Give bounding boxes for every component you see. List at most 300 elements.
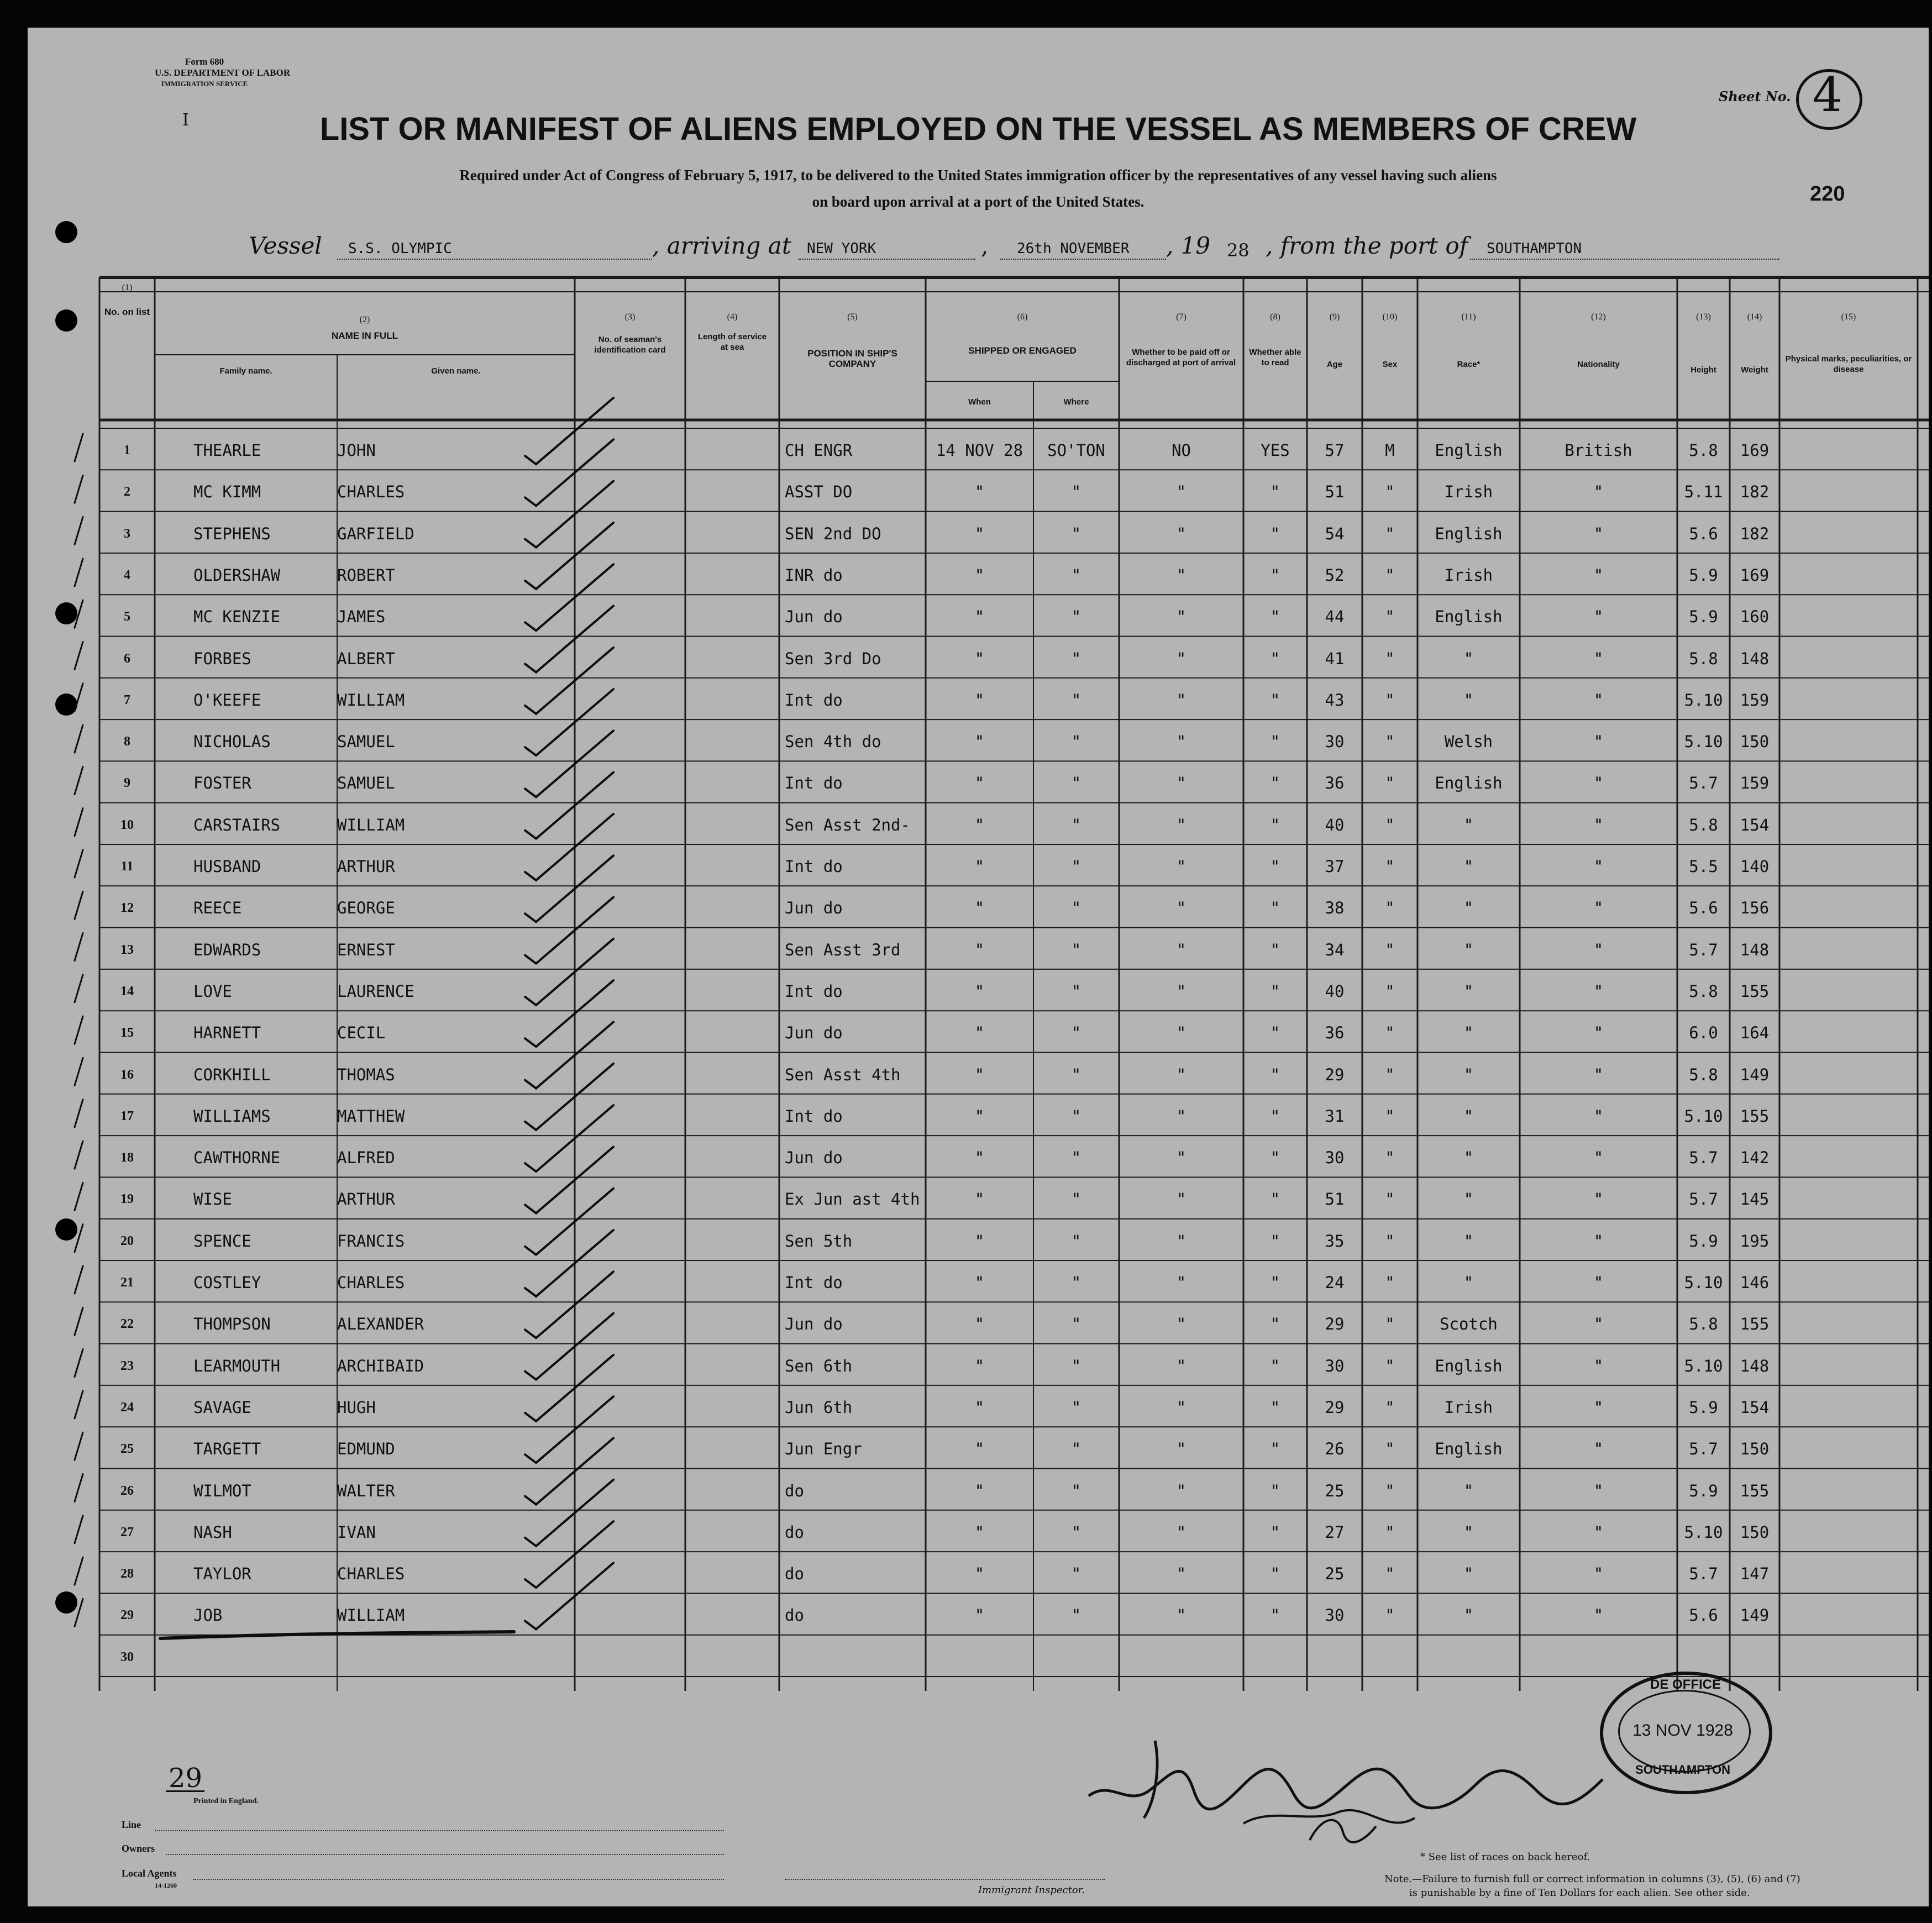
column-header-sex: Sex: [1382, 360, 1398, 369]
column-number: (4): [727, 312, 738, 322]
cell-when: ": [974, 1190, 985, 1209]
cell-given: WALTER: [337, 1481, 395, 1500]
column-number: (10): [1382, 312, 1398, 322]
cell-read: ": [1270, 649, 1280, 668]
cell-when: ": [974, 940, 985, 959]
cell-age: 52: [1325, 565, 1345, 585]
cell-given: CECIL: [337, 1023, 386, 1043]
cell-family: NICHOLAS: [193, 732, 271, 752]
cell-read: ": [1270, 857, 1280, 876]
cell-weight: 164: [1740, 1023, 1770, 1043]
cell-family: REECE: [193, 899, 242, 918]
cell-age: 30: [1325, 1606, 1345, 1625]
cell-height: 5.10: [1684, 690, 1723, 710]
cell-weight: 148: [1740, 1356, 1770, 1375]
cell-position: Sen 6th: [785, 1356, 853, 1375]
cell-no: 9: [124, 776, 130, 791]
cell-race: ": [1463, 1564, 1474, 1584]
cell-when: ": [974, 565, 985, 585]
cell-when: ": [974, 1231, 985, 1251]
cell-when: ": [974, 1273, 985, 1292]
cell-height: 5.8: [1689, 1065, 1718, 1084]
cell-read: ": [1270, 1148, 1280, 1168]
cell-when: ": [974, 1315, 985, 1334]
stamp-date: 13 NOV 1928: [1632, 1721, 1733, 1740]
cell-family: EDWARDS: [193, 940, 261, 959]
cell-race: Irish: [1444, 482, 1493, 502]
cell-position: do: [785, 1522, 804, 1542]
cell-family: CORKHILL: [193, 1065, 271, 1084]
cell-no: 27: [120, 1525, 134, 1540]
vessel-name: S.S. OLYMPIC: [348, 240, 452, 257]
cell-nat: ": [1593, 899, 1604, 918]
cell-no: 28: [120, 1567, 134, 1582]
cell-paid: ": [1176, 1023, 1186, 1043]
cell-read: ": [1270, 1315, 1280, 1334]
cell-sex: ": [1385, 899, 1395, 918]
cell-nat: ": [1593, 815, 1604, 834]
cell-where: ": [1071, 1190, 1082, 1209]
cell-position: Jun do: [785, 607, 843, 627]
cell-family: TAYLOR: [193, 1564, 251, 1584]
cell-nat: ": [1593, 857, 1604, 876]
service-name: IMMIGRATION SERVICE: [161, 80, 248, 88]
column-header-where: Where: [1063, 397, 1089, 407]
cell-race: ": [1463, 1065, 1474, 1084]
cell-where: SO'TON: [1047, 441, 1105, 460]
cell-paid: ": [1176, 1148, 1186, 1168]
cell-age: 34: [1325, 940, 1345, 959]
cell-nat: ": [1593, 940, 1604, 959]
cell-race: ": [1463, 899, 1474, 918]
cell-when: ": [974, 482, 985, 502]
cell-position: Sen 3rd Do: [785, 649, 881, 668]
cell-position: do: [785, 1564, 804, 1584]
cell-sex: ": [1385, 690, 1395, 710]
cell-position: do: [785, 1481, 804, 1500]
cell-sex: ": [1385, 1315, 1395, 1334]
cell-where: ": [1071, 1564, 1082, 1584]
cell-when: ": [974, 732, 985, 752]
cell-weight: 150: [1740, 1522, 1770, 1542]
cell-height: 5.7: [1689, 1439, 1718, 1459]
cell-age: 30: [1325, 1148, 1345, 1168]
cell-age: 25: [1325, 1564, 1345, 1584]
cell-sex: ": [1385, 732, 1395, 752]
cell-nat: ": [1593, 1190, 1604, 1209]
cell-given: WILLIAM: [337, 1606, 405, 1625]
cell-where: ": [1071, 1231, 1082, 1251]
cell-when: ": [974, 1356, 985, 1375]
cell-sex: ": [1385, 1106, 1395, 1126]
cell-family: WISE: [193, 1190, 232, 1209]
cell-read: ": [1270, 1273, 1280, 1292]
cell-height: 5.6: [1689, 524, 1718, 543]
column-header-paid-off: Whether to be paid off or discharged at port of arrival: [1126, 348, 1236, 367]
cell-family: WILMOT: [193, 1481, 251, 1500]
cell-no: 22: [120, 1317, 134, 1332]
cell-given: JOHN: [337, 441, 376, 460]
cell-no: 11: [120, 859, 134, 874]
cell-no: 21: [120, 1275, 134, 1290]
cell-when: ": [974, 1564, 985, 1584]
page-title: LIST OR MANIFEST OF ALIENS EMPLOYED ON THE VESSEL AS MEMBERS OF CREW: [319, 111, 1637, 147]
sheet-label: Sheet No.: [1719, 88, 1791, 104]
cell-nat: ": [1593, 1522, 1604, 1542]
cell-paid: ": [1176, 857, 1186, 876]
cell-family: MC KENZIE: [193, 607, 281, 627]
cell-read: ": [1270, 1564, 1280, 1584]
cell-paid: ": [1176, 1439, 1186, 1459]
cell-height: 5.9: [1689, 1231, 1718, 1251]
cell-age: 24: [1325, 1273, 1345, 1292]
cell-given: IVAN: [337, 1522, 376, 1542]
cell-height: 5.7: [1689, 774, 1718, 793]
cell-given: SAMUEL: [337, 774, 395, 793]
cell-sex: ": [1385, 524, 1395, 543]
arriving-label: , arriving at: [652, 232, 791, 259]
form-number: Form 680: [185, 56, 224, 67]
cell-read: ": [1270, 1522, 1280, 1542]
cell-where: ": [1071, 649, 1082, 668]
cell-height: 5.7: [1689, 940, 1718, 959]
printed-in-label: Printed in England.: [193, 1797, 259, 1805]
cell-no: 25: [120, 1442, 134, 1457]
cell-nat: ": [1593, 1273, 1604, 1292]
cell-height: 5.8: [1689, 815, 1718, 834]
cell-sex: ": [1385, 981, 1395, 1001]
cell-given: GEORGE: [337, 899, 395, 918]
cell-given: WILLIAM: [337, 690, 405, 710]
column-number: (7): [1176, 312, 1186, 322]
cell-position: Int do: [785, 690, 843, 710]
cell-given: THOMAS: [337, 1065, 395, 1084]
cell-age: 38: [1325, 899, 1345, 918]
cell-when: ": [974, 981, 985, 1001]
cell-when: ": [974, 1397, 985, 1417]
cell-age: 37: [1325, 857, 1345, 876]
cell-given: ALBERT: [337, 649, 395, 668]
cell-where: ": [1071, 1397, 1082, 1417]
subtitle-line-1: Required under Act of Congress of February 5, 1917, to be delivered to the United States immigration officer by the representatives of any vessel having such aliens: [459, 167, 1497, 183]
cell-nat: ": [1593, 1023, 1604, 1043]
cell-nat: ": [1593, 1481, 1604, 1500]
cell-weight: 154: [1740, 1397, 1770, 1417]
cell-paid: ": [1176, 482, 1186, 502]
stamp-top-text: DE OFFICE: [1650, 1677, 1721, 1692]
cell-where: ": [1071, 1606, 1082, 1625]
cell-no: 6: [124, 651, 130, 666]
cell-no: 2: [124, 485, 130, 500]
cell-race: ": [1463, 815, 1474, 834]
cell-read: ": [1270, 981, 1280, 1001]
cell-age: 40: [1325, 981, 1345, 1001]
cell-where: ": [1071, 1148, 1082, 1168]
local-agents-label: Local Agents: [122, 1868, 177, 1879]
cell-family: COSTLEY: [193, 1273, 261, 1292]
column-number: (8): [1270, 312, 1280, 322]
cell-sex: ": [1385, 649, 1395, 668]
manifest-sheet: Form 680 U.S. DEPARTMENT OF LABOR IMMIGRATION SERVICE I Sheet No. 4 220 LIST OR MANIFEST OF ALIENS EMPLOYED ON THE VESSEL AS MEMBERS OF CREW Required under Act of Congress of February 5, 1917, to be delivered to the United States immigration officer by the representatives of any vessel having such aliens on board upon arrival at a port of the United States. Vessel S.S. OLYMPIC , arriving at NEW YORK , 26th NOVEMBER , 19 28 , from the port of SOUTHAMPTON (1) No. on list (2) NAME IN FULL Family name. Given name. (3) No. of seaman's identification card (4) Length of service at sea (5) POSITION IN SHIP'S COMPANY (6) SHIPPED OR ENGAGED When Where (7) Whether to be paid off or discharged at port of arrival (8) Whether able to read (9) Age (10) Sex (11) Race* (12) Nationality (13) Height (14) Weight (15) Physical marks, peculiarities, or disease 1 THEARLE JOHN CH ENGR 14 NOV 28 SO'TON NO YES 57 M English British 5.8 169 2 MC KIMM CHARLES ASST DO " " " " 51 " Irish " 5.11 182 3 STEPHENS GARFIELD SEN 2nd DO " " " " 54 " English " 5.6 182 4 OLDERSHAW ROBERT INR do " " " " 52 " Irish " 5.9 169 5 MC KENZIE JAMES Jun do " " " " 44 " English " 5.9 160 6 FORBES ALBERT Sen 3rd Do " " " " 41 " " " 5.8 148 7 O'KEEFE WILLIAM Int do " " " " 43 " " " 5.10 159 8 NICHOLAS SAMUEL Sen 4th do " " " " 30 " Welsh " 5.10 150 9 FOSTER SAMUEL Int do " " " " 36 " English " 5.7 159 10 CARSTAIRS WILLIAM Sen Asst 2nd- " " " " 40 " " " 5.8 154 11 HUSBAND ARTHUR Int do " " " " 37 " " " 5.5 140 12 REECE GEORGE Jun do " " " " 38 " " " 5.6 156 13 EDWARDS ERNEST Sen Asst 3rd " " " " 34 " " " 5.7 148 14 LOVE LAURENCE Int do " " " " 40 " " " 5.8 155 15 HARNETT CECIL Jun do " " " " 36 " " " 6.0 164 16 CORKHILL THOMAS Sen Asst 4th " " " " 29 " " " 5.8 149 17 WILLIAMS MATTHEW Int do " " " " 31 " " " 5.10 155 18 CAWTHORNE ALFRED Jun do " " " " 30 " " " 5.7 142 19 WISE ARTHUR Ex Jun ast 4th " " " " 51 " " " 5.7 145 20 SPENCE FRANCIS Sen 5th " " " " 35 " " " 5.9 195 21 COSTLEY CHARLES Int do " " " " 24 " " " 5.10 146 22 THOMPSON ALEXANDER Jun do " " " " 29 " Scotch " 5.8 155 23 LEARMOUTH ARCHIBAID Sen 6th " " " " 30 " English " 5.10 148 24 SAVAGE HUGH Jun 6th " " " " 29 " Irish " 5.9 154 25 TARGETT EDMUND Jun Engr " " " " 26 " English " 5.7 150 26 WILMOT WALTER do " " " " 25 " " " 5.9 155 27 NASH IVAN do " " " " 27 " " " 5.10 150 28 TAYLOR CHARLES do " " " " 25 " " " 5.7 147 29 JOB WILLIAM do " " " " 30 " " " 5.6 149 30 29 Printed in England. Line Owners Local Agents 14-1260 Immigrant Inspector. * See list of races on back hereof. Note.—Failure to furnish full or correct information in columns (3), (5), (6) and (7) is punishable by a fine of Ten Dollars for each alien. See other side. DE OFFICE 13 NOV 1928 SOUTHAMPTON: [28, 28, 1929, 1906]
cell-given: CHARLES: [337, 1564, 405, 1584]
cell-when: ": [974, 1606, 985, 1625]
cell-sex: ": [1385, 1397, 1395, 1417]
cell-no: 12: [120, 901, 134, 916]
cell-where: ": [1071, 1356, 1082, 1375]
cell-sex: ": [1385, 1481, 1395, 1500]
cell-race: English: [1435, 524, 1503, 543]
cell-height: 5.8: [1689, 1315, 1718, 1334]
cell-paid: ": [1176, 1564, 1186, 1584]
column-header-name: NAME IN FULL: [332, 330, 398, 341]
cell-read: ": [1270, 815, 1280, 834]
subtitle-line-2: on board upon arrival at a port of the United States.: [812, 193, 1144, 210]
cell-family: SAVAGE: [193, 1397, 251, 1417]
cell-height: 5.8: [1689, 649, 1718, 668]
cell-where: ": [1071, 1065, 1082, 1084]
cell-sex: ": [1385, 1273, 1395, 1292]
cell-weight: 159: [1740, 774, 1770, 793]
cell-weight: 149: [1740, 1065, 1770, 1084]
cell-no: 29: [120, 1608, 134, 1623]
cell-given: ALFRED: [337, 1148, 395, 1168]
cell-nat: ": [1593, 981, 1604, 1001]
cell-weight: 146: [1740, 1273, 1770, 1292]
cell-race: Scotch: [1440, 1315, 1498, 1334]
cell-paid: ": [1176, 899, 1186, 918]
cell-no: 18: [120, 1150, 134, 1165]
column-header-weight: Weight: [1741, 365, 1768, 375]
cell-family: HARNETT: [193, 1023, 261, 1043]
cell-position: Sen 4th do: [785, 732, 881, 752]
cell-where: ": [1071, 524, 1082, 543]
cell-race: ": [1463, 1106, 1474, 1126]
cell-age: 29: [1325, 1065, 1345, 1084]
cell-paid: ": [1176, 1231, 1186, 1251]
cell-weight: 145: [1740, 1190, 1770, 1209]
cell-weight: 147: [1740, 1564, 1770, 1584]
cell-paid: ": [1176, 1065, 1186, 1084]
cell-no: 15: [120, 1026, 134, 1041]
cell-given: ROBERT: [337, 565, 395, 585]
cell-when: ": [974, 649, 985, 668]
cell-race: English: [1435, 607, 1503, 627]
cell-given: ALEXANDER: [337, 1315, 424, 1334]
cell-when: ": [974, 1439, 985, 1459]
cell-given: HUGH: [337, 1397, 376, 1417]
cell-position: Ex Jun ast 4th: [785, 1190, 920, 1209]
cell-nat: ": [1593, 690, 1604, 710]
cell-position: Int do: [785, 774, 843, 793]
cell-height: 5.10: [1684, 1522, 1723, 1542]
cell-no: 13: [120, 942, 134, 957]
cell-family: STEPHENS: [193, 524, 271, 543]
column-header-height: Height: [1691, 365, 1716, 375]
cell-paid: ": [1176, 732, 1186, 752]
cell-sex: ": [1385, 1356, 1395, 1375]
cell-given: JAMES: [337, 607, 386, 627]
cell-when: ": [974, 1023, 985, 1043]
cell-sex: ": [1385, 1606, 1395, 1625]
stamp-bottom-text: SOUTHAMPTON: [1635, 1763, 1730, 1777]
column-number: (14): [1747, 312, 1762, 322]
cell-where: ": [1071, 1023, 1082, 1043]
cell-height: 5.9: [1689, 1397, 1718, 1417]
cell-read: ": [1270, 1481, 1280, 1500]
cell-age: 26: [1325, 1439, 1345, 1459]
cell-read: ": [1270, 1397, 1280, 1417]
cell-no: 24: [120, 1400, 134, 1415]
cell-weight: 195: [1740, 1231, 1770, 1251]
cell-sex: ": [1385, 482, 1395, 502]
cell-paid: ": [1176, 1356, 1186, 1375]
cell-read: ": [1270, 1439, 1280, 1459]
cell-height: 5.8: [1689, 441, 1718, 460]
cell-sex: ": [1385, 1065, 1395, 1084]
cell-nat: ": [1593, 732, 1604, 752]
cell-no: 23: [120, 1358, 134, 1373]
cell-age: 36: [1325, 1023, 1345, 1043]
cell-nat: ": [1593, 524, 1604, 543]
cell-read: ": [1270, 1190, 1280, 1209]
cell-sex: ": [1385, 815, 1395, 834]
race-footnote: * See list of races on back hereof.: [1420, 1851, 1590, 1863]
cell-height: 5.9: [1689, 607, 1718, 627]
cell-position: Int do: [785, 1106, 843, 1126]
column-number: (6): [1017, 312, 1028, 322]
cell-family: TARGETT: [193, 1439, 261, 1459]
year-prefix: , 19: [1166, 232, 1211, 259]
cell-paid: ": [1176, 815, 1186, 834]
cell-no: 3: [124, 526, 130, 541]
cell-given: ERNEST: [337, 940, 395, 959]
cell-given: CHARLES: [337, 482, 405, 502]
column-header-service: Length of service at sea: [697, 332, 767, 352]
cell-weight: 142: [1740, 1148, 1770, 1168]
cell-when: ": [974, 1106, 985, 1126]
cell-race: Irish: [1444, 565, 1493, 585]
column-number: (13): [1696, 312, 1711, 322]
cell-weight: 156: [1740, 899, 1770, 918]
cell-race: ": [1463, 1023, 1474, 1043]
cell-position: Jun do: [785, 899, 843, 918]
cell-given: MATTHEW: [337, 1106, 405, 1126]
cell-read: ": [1270, 524, 1280, 543]
cell-given: GARFIELD: [337, 524, 414, 543]
cell-no: 20: [120, 1233, 134, 1248]
cell-position: Sen Asst 4th: [785, 1065, 901, 1084]
cell-when: ": [974, 857, 985, 876]
cell-age: 57: [1325, 441, 1345, 460]
column-number: (5): [847, 312, 858, 322]
cell-nat: ": [1593, 1356, 1604, 1375]
cell-weight: 169: [1740, 441, 1770, 460]
cell-race: English: [1435, 774, 1503, 793]
cell-age: 29: [1325, 1315, 1345, 1334]
cell-nat: ": [1593, 1315, 1604, 1334]
cell-nat: ": [1593, 1397, 1604, 1417]
cell-height: 5.7: [1689, 1190, 1718, 1209]
cell-where: ": [1071, 1273, 1082, 1292]
cell-read: YES: [1261, 441, 1290, 460]
cell-nat: ": [1593, 1606, 1604, 1625]
cell-position: Jun 6th: [785, 1397, 853, 1417]
cell-nat: ": [1593, 1065, 1604, 1084]
column-header-no: No. on list: [104, 307, 150, 317]
cell-nat: British: [1565, 441, 1632, 460]
cell-position: Jun Engr: [785, 1439, 862, 1459]
cell-where: ": [1071, 1481, 1082, 1500]
cell-height: 5.6: [1689, 1606, 1718, 1625]
cell-sex: ": [1385, 940, 1395, 959]
cell-family: THEARLE: [193, 441, 261, 460]
column-number: (15): [1841, 312, 1856, 322]
cell-where: ": [1071, 899, 1082, 918]
column-header-when: When: [968, 397, 991, 407]
cell-where: ": [1071, 940, 1082, 959]
cell-no: 4: [124, 568, 130, 582]
margin-mark: I: [182, 111, 189, 130]
cell-height: 5.9: [1689, 1481, 1718, 1500]
note-line-2: is punishable by a fine of Ten Dollars for each alien. See other side.: [1409, 1887, 1750, 1899]
cell-where: ": [1071, 1439, 1082, 1459]
cell-height: 5.10: [1684, 1356, 1723, 1375]
column-header-physical-marks: Physical marks, peculiarities, or disease: [1785, 354, 1912, 374]
cell-paid: ": [1176, 690, 1186, 710]
cell-when: ": [974, 1522, 985, 1542]
cell-paid: ": [1176, 940, 1186, 959]
owners-label: Owners: [122, 1843, 155, 1854]
cell-given: ARTHUR: [337, 857, 395, 876]
cell-paid: ": [1176, 981, 1186, 1001]
cell-race: English: [1435, 1356, 1503, 1375]
cell-age: 51: [1325, 1190, 1345, 1209]
cell-age: 43: [1325, 690, 1345, 710]
cell-read: ": [1270, 940, 1280, 959]
cell-position: Int do: [785, 857, 843, 876]
cell-nat: ": [1593, 565, 1604, 585]
cell-read: ": [1270, 732, 1280, 752]
cell-when: ": [974, 690, 985, 710]
cell-read: ": [1270, 899, 1280, 918]
cell-paid: ": [1176, 1606, 1186, 1625]
cell-family: OLDERSHAW: [193, 565, 281, 585]
from-label: , from the port of: [1266, 232, 1468, 259]
column-header-nationality: Nationality: [1577, 360, 1620, 369]
cell-family: FOSTER: [193, 774, 251, 793]
cell-age: 36: [1325, 774, 1345, 793]
cell-no: 17: [120, 1108, 134, 1123]
cell-paid: ": [1176, 1273, 1186, 1292]
cell-height: 5.11: [1684, 482, 1723, 502]
cell-race: ": [1463, 1522, 1474, 1542]
cell-where: ": [1071, 732, 1082, 752]
cell-race: ": [1463, 690, 1474, 710]
cell-height: 5.10: [1684, 1106, 1723, 1126]
cell-paid: ": [1176, 1481, 1186, 1500]
cell-where: ": [1071, 815, 1082, 834]
cell-paid: ": [1176, 1106, 1186, 1126]
cell-position: Sen Asst 3rd: [785, 940, 901, 959]
cell-sex: ": [1385, 1148, 1395, 1168]
cell-read: ": [1270, 1356, 1280, 1375]
cell-read: ": [1270, 1023, 1280, 1043]
cell-family: NASH: [193, 1522, 232, 1542]
total-handwritten: 29: [169, 1763, 203, 1794]
cell-weight: 149: [1740, 1606, 1770, 1625]
cell-weight: 182: [1740, 524, 1770, 543]
cell-where: ": [1071, 690, 1082, 710]
